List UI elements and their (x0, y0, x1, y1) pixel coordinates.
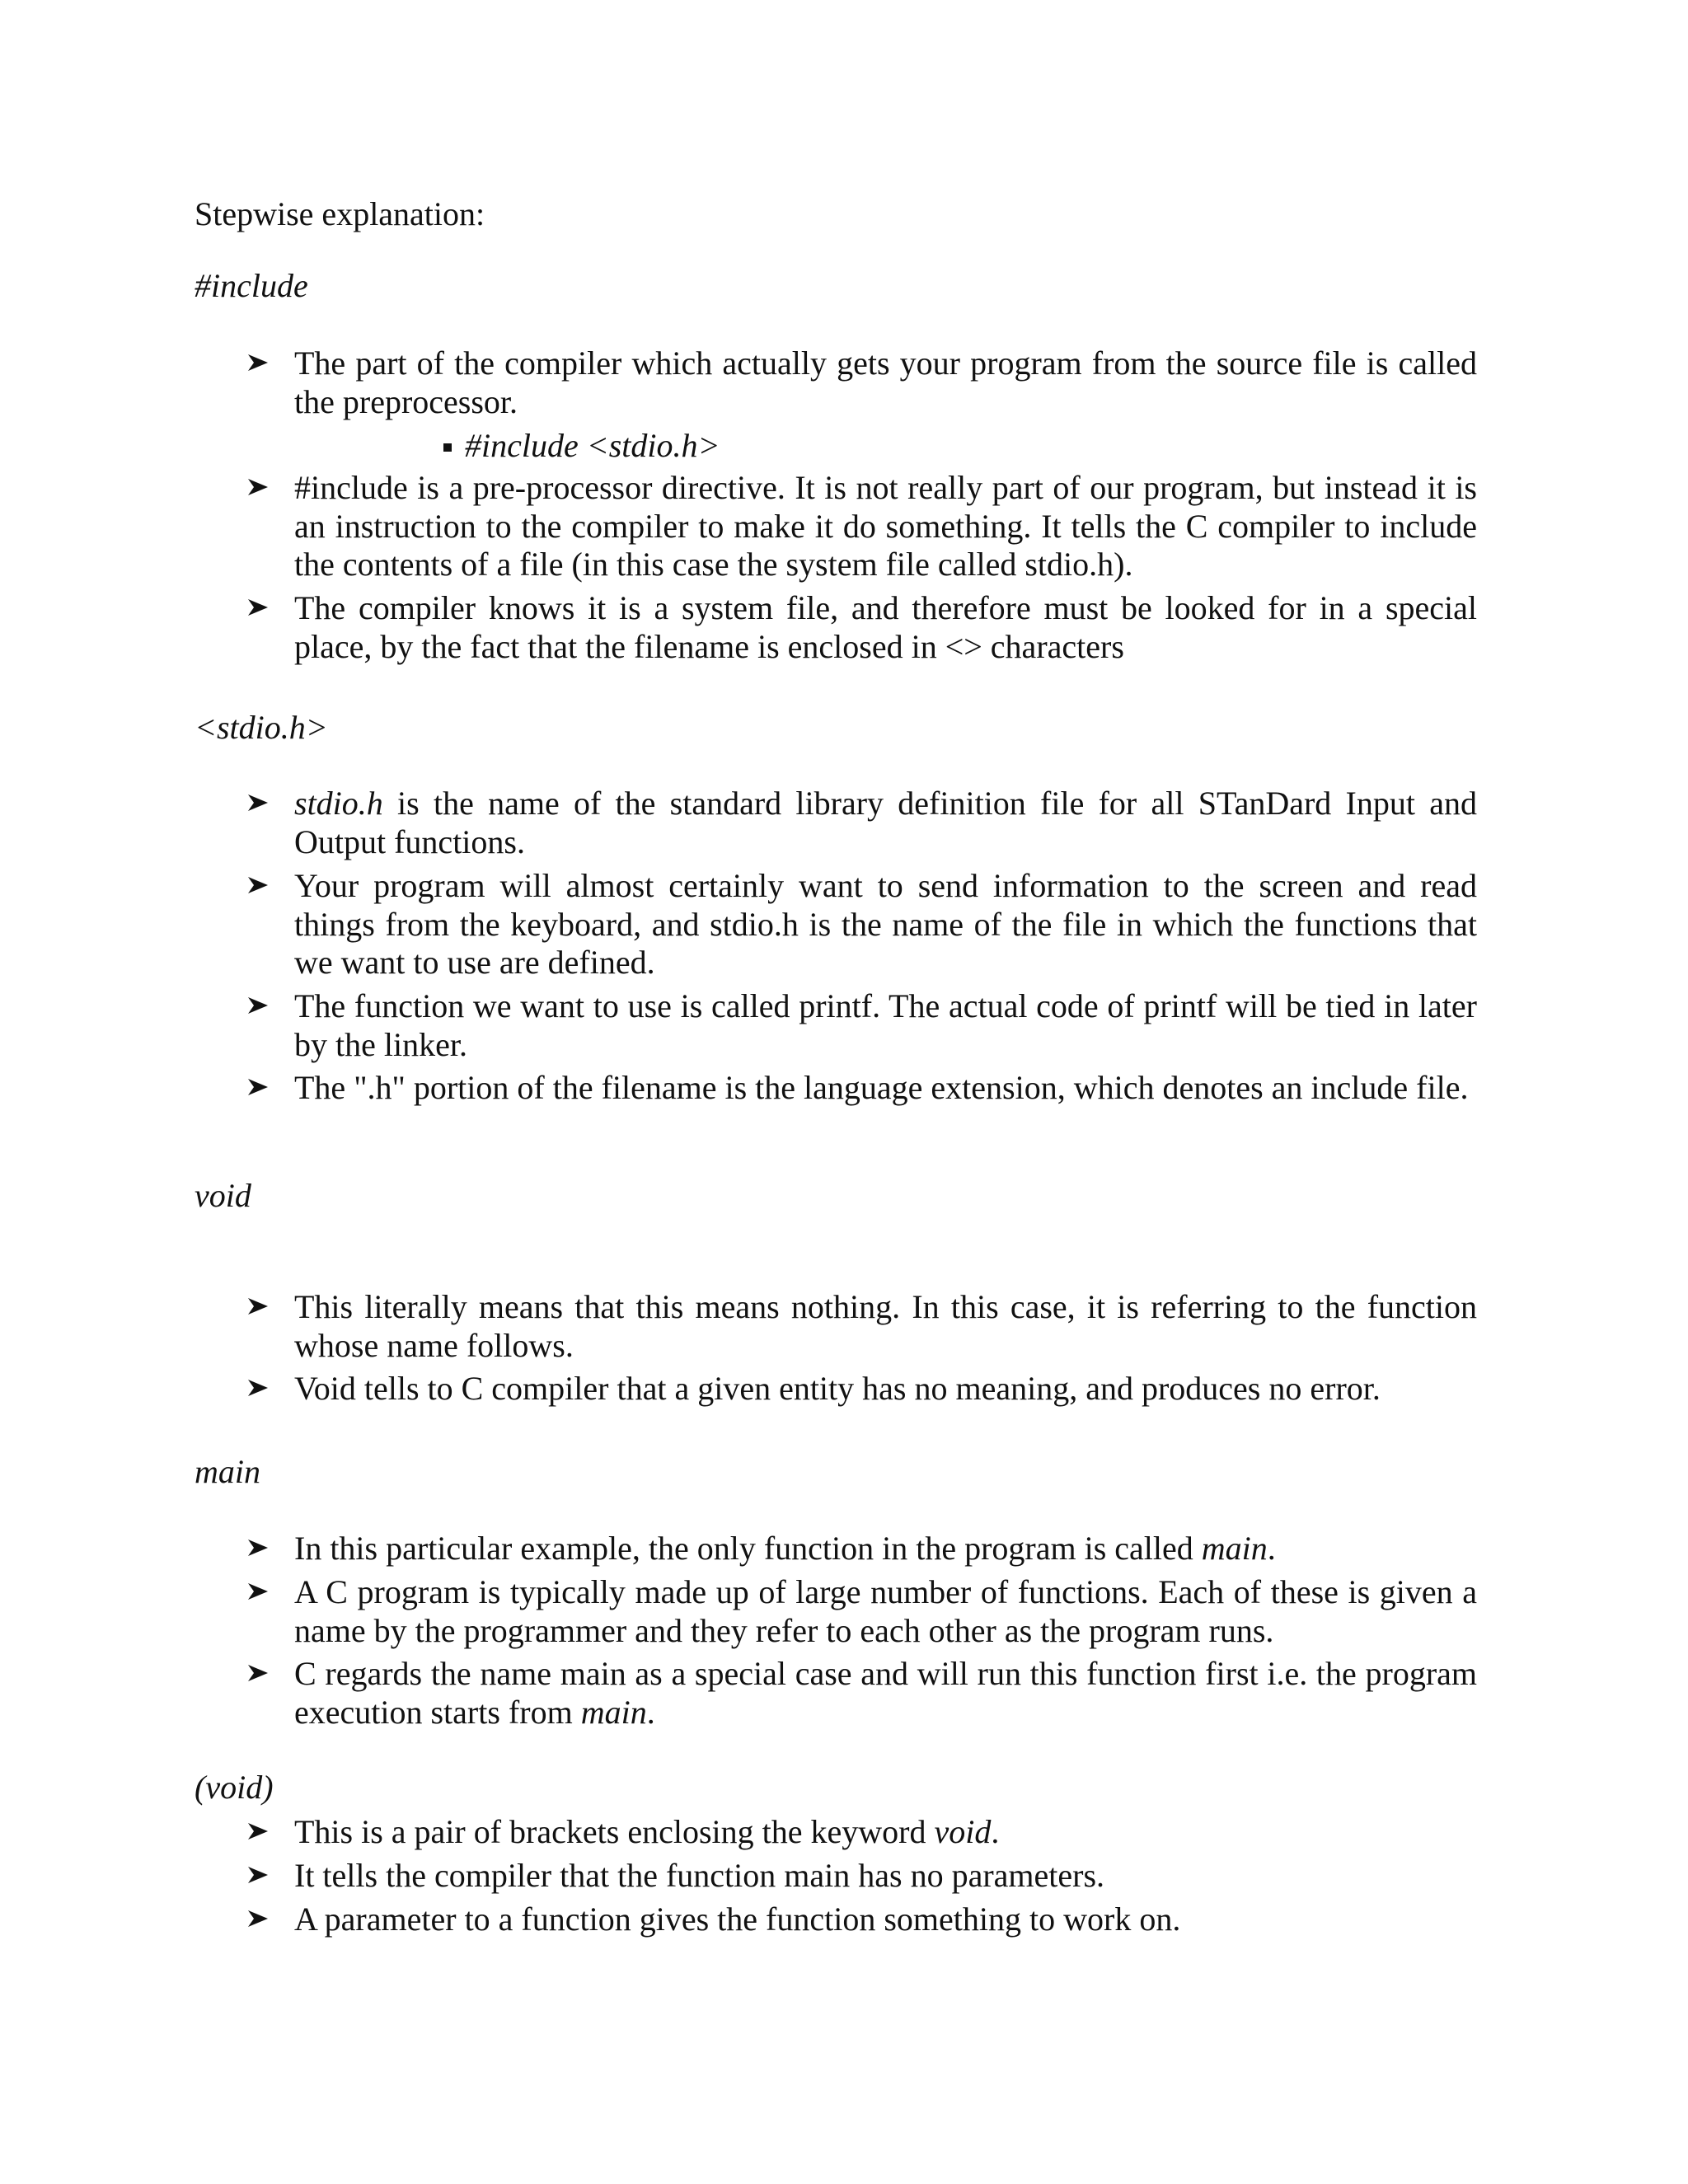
list-item (246, 1288, 1477, 1365)
arrowhead-bullet-icon (246, 589, 270, 627)
list-item (246, 1530, 1477, 1568)
arrowhead-bullet-icon (246, 1813, 270, 1851)
square-bullet-icon (443, 443, 452, 452)
bullet-text (294, 785, 1477, 861)
emphasis-keyword: main (580, 1693, 647, 1731)
list-item (246, 785, 1477, 861)
page-title: Stepwise explanation: (195, 195, 485, 232)
arrowhead-bullet-icon (246, 785, 270, 823)
bullet-text: The compiler knows it is a system file, and therefore must be looked for in a special place, by the fact that the filename is enclosed in <> characters (294, 589, 1477, 665)
emphasis-keyword: void (934, 1813, 992, 1850)
list-item (246, 589, 1477, 666)
arrowhead-bullet-icon (246, 469, 270, 507)
arrowhead-bullet-icon (246, 344, 270, 382)
list-item (246, 1655, 1477, 1732)
list-item (246, 1813, 1477, 1852)
list-item (246, 1069, 1477, 1108)
bullet-text: The function we want to use is called printf. The actual code of printf will be tied in later by the linker. (294, 987, 1477, 1063)
bullet-text (294, 1530, 1477, 1568)
section-heading-include: #include (195, 267, 308, 304)
bullet-text-pre: This is a pair of brackets enclosing the keyword (294, 1813, 935, 1850)
arrowhead-bullet-icon (246, 867, 270, 905)
bullet-text: It tells the compiler that the function main has no parameters. (294, 1857, 1105, 1894)
section-heading-void: void (195, 1177, 251, 1214)
list-item (246, 344, 1477, 421)
bullet-text-pre: In this particular example, the only function in the program is called (294, 1530, 1202, 1567)
arrowhead-bullet-icon (246, 1573, 270, 1611)
bullet-text: The ".h" portion of the filename is the language extension, which denotes an include file. (294, 1069, 1469, 1106)
arrowhead-bullet-icon (246, 987, 270, 1025)
emphasis-filename: stdio.h (294, 785, 383, 822)
arrowhead-bullet-icon (246, 1857, 270, 1895)
emphasis-keyword: main (1201, 1530, 1268, 1567)
list-item (246, 1573, 1477, 1650)
arrowhead-bullet-icon (246, 1288, 270, 1326)
bullet-text (294, 1655, 1477, 1732)
arrowhead-bullet-icon (246, 1370, 270, 1408)
bullet-text (294, 1813, 1477, 1852)
arrowhead-bullet-icon (246, 1530, 270, 1568)
bullet-text: Void tells to C compiler that a given entity has no meaning, and produces no error. (294, 1370, 1381, 1407)
list-item (246, 469, 1477, 584)
bullet-text: A C program is typically made up of large number of functions. Each of these is given a name by the programmer and they refer to each other as the program runs. (294, 1573, 1477, 1649)
bullet-text: Your program will almost certainly want to send information to the screen and read things from the keyboard, and stdio.h is the name of the file in which the functions that we want to use are defined. (294, 867, 1477, 981)
bullet-text: This literally means that this means nothing. In this case, it is referring to the function whose name follows. (294, 1288, 1477, 1364)
section-heading-void-params: (void) (195, 1769, 274, 1806)
section-heading-main: main (195, 1453, 260, 1490)
list-item (246, 1900, 1477, 1939)
arrowhead-bullet-icon (246, 1900, 270, 1938)
bullet-text-pre: C regards the name main as a special case and will run this function first i.e. the program execution starts from (294, 1655, 1477, 1731)
sub-list-item (443, 427, 720, 465)
bullet-text-post: . (646, 1693, 655, 1731)
bullet-text: A parameter to a function gives the function something to work on. (294, 1900, 1181, 1938)
sub-bullet-text: #include <stdio.h> (465, 427, 720, 464)
arrowhead-bullet-icon (246, 1069, 270, 1107)
bullet-text: #include is a pre-processor directive. It is not really part of our program, but instead it is an instruction to the compiler to make it do something. It tells the C compiler to include the contents of a file (in this case the system file called stdio.h). (294, 469, 1477, 583)
section-heading-stdio: <stdio.h> (195, 709, 328, 746)
list-item (246, 987, 1477, 1064)
list-item (246, 1370, 1477, 1408)
list-item (246, 867, 1477, 982)
bullet-text-rest: is the name of the standard library definition file for all STanDard Input and Output functions. (294, 785, 1477, 860)
list-item (246, 1857, 1477, 1896)
arrowhead-bullet-icon (246, 1655, 270, 1693)
bullet-text: The part of the compiler which actually gets your program from the source file is called the preprocessor. (294, 344, 1477, 420)
bullet-text-post: . (1267, 1530, 1276, 1567)
bullet-text-post: . (991, 1813, 1000, 1850)
